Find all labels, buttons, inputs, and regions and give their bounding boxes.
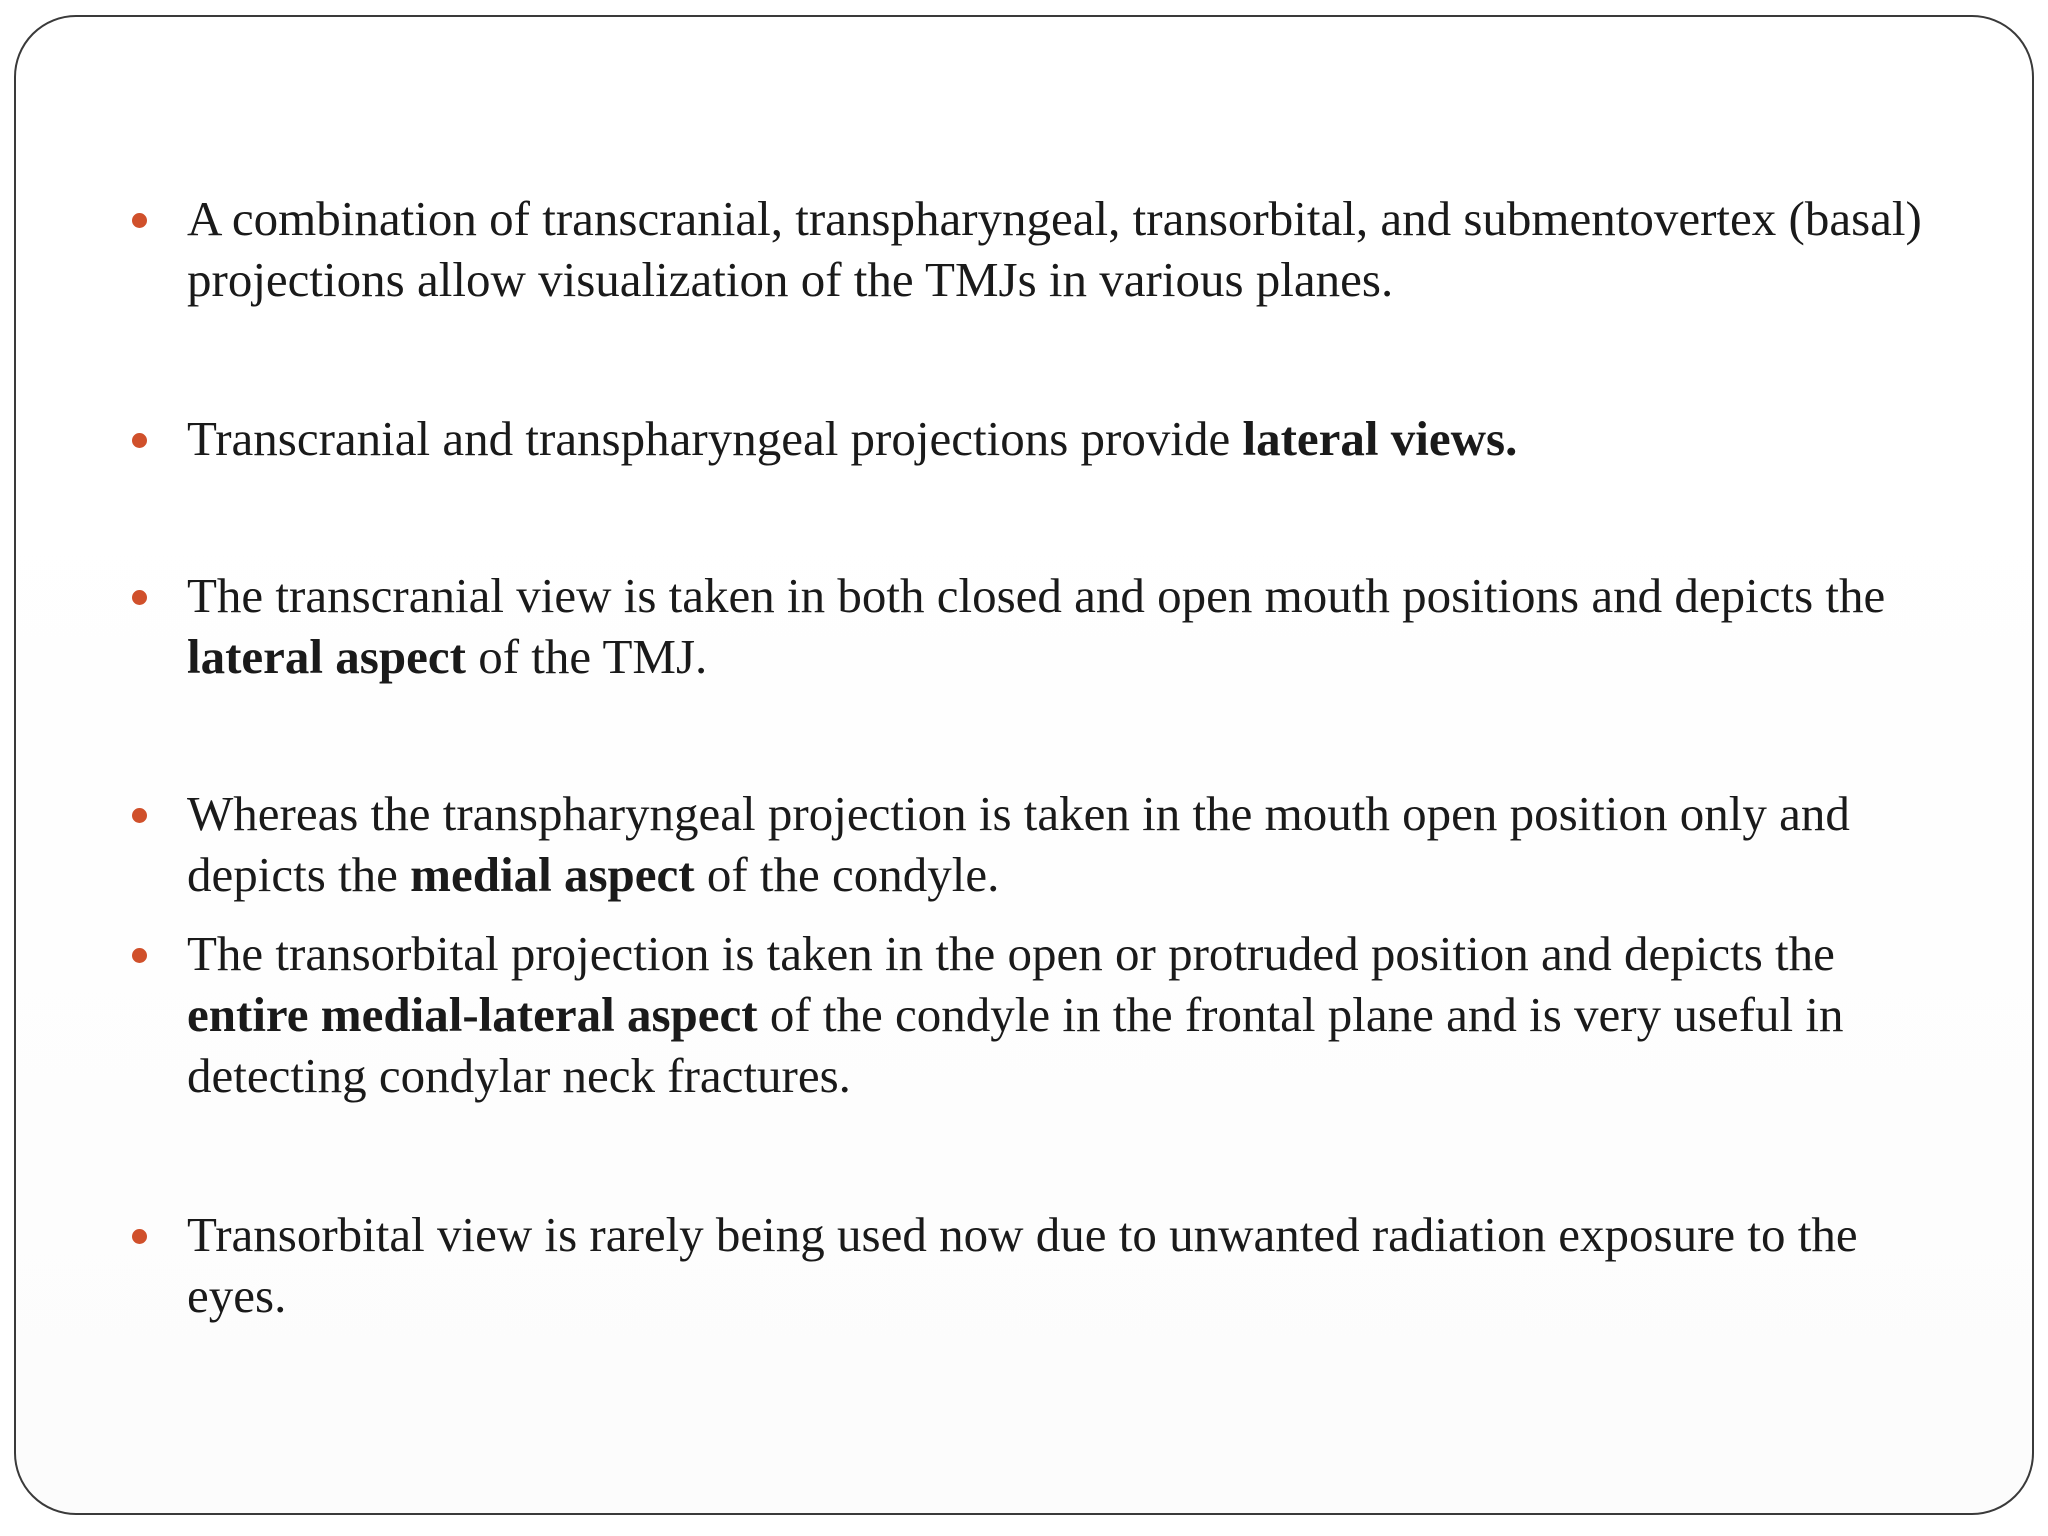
bullet-item xyxy=(187,1204,1947,1326)
bullet-item xyxy=(187,408,1947,469)
bullet-text xyxy=(187,783,1947,905)
bullet-item xyxy=(187,923,1947,1106)
bullet-dot-icon xyxy=(132,590,147,605)
bullet-item xyxy=(187,565,1947,687)
bullet-text-segment: of the condyle in the frontal plane and is very useful in detecting condylar neck fractures. xyxy=(187,987,1844,1103)
bullet-text-segment: Transorbital view is rarely being used now due to unwanted radiation exposure to the eyes. xyxy=(187,1207,1858,1323)
bullet-text-segment: A combination of transcranial, transpharyngeal, transorbital, and submentovertex (basal) projections allow visualization of the TMJs in various planes. xyxy=(187,191,1922,307)
bullet-text xyxy=(187,1204,1947,1326)
bullet-text-segment: of the TMJ. xyxy=(465,629,708,684)
bullet-dot-icon xyxy=(132,948,147,963)
bullet-text-emphasis: entire medial-lateral aspect xyxy=(187,987,758,1042)
bullet-text xyxy=(187,923,1947,1106)
bullet-text-segment: Transcranial and transpharyngeal projections provide xyxy=(187,411,1243,466)
bullet-dot-icon xyxy=(132,213,147,228)
slide-frame xyxy=(14,15,2034,1515)
bullet-text-segment: Whereas the transpharyngeal projection is taken in the mouth open position only and depicts the xyxy=(187,786,1850,902)
bullet-item xyxy=(187,188,1947,310)
bullet-text xyxy=(187,408,1947,469)
bullet-dot-icon xyxy=(132,808,147,823)
bullet-dot-icon xyxy=(132,433,147,448)
bullet-dot-icon xyxy=(132,1229,147,1244)
bullet-text-emphasis: lateral aspect xyxy=(187,629,466,684)
bullet-item xyxy=(187,783,1947,905)
bullet-text-segment: The transcranial view is taken in both closed and open mouth positions and depicts the xyxy=(187,568,1886,623)
bullet-text xyxy=(187,565,1947,687)
bullet-text-emphasis: medial aspect xyxy=(410,847,695,902)
bullet-text xyxy=(187,188,1947,310)
bullet-list xyxy=(16,17,2032,1513)
bullet-text-emphasis: lateral views. xyxy=(1242,411,1518,466)
bullet-text-segment: The transorbital projection is taken in the open or protruded position and depicts the xyxy=(187,926,1835,981)
bullet-text-segment: of the condyle. xyxy=(694,847,1000,902)
